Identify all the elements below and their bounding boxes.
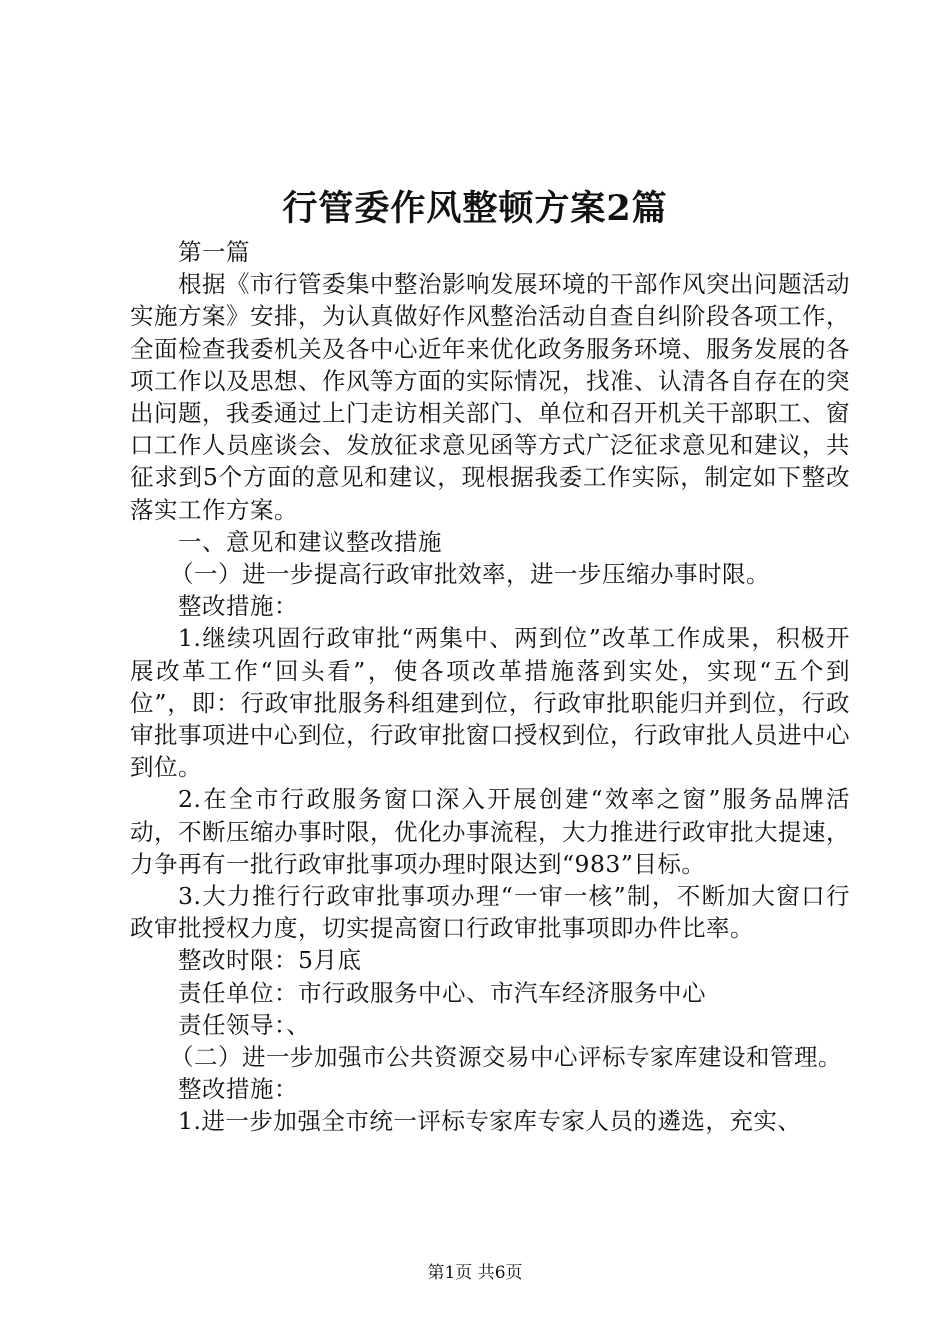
- paragraph: 整改时限：5月底: [178, 946, 362, 975]
- paragraph: 第一篇: [178, 238, 250, 266]
- paragraph: 整改措施：: [178, 592, 298, 621]
- paragraph: 2.在全市行政服务窗口深入开展创建“效率之窗”服务品牌活动，不断压缩办事时限，优化办事流程，大力推进行政审批大提速，力争再有一批行政审批事项办理时限达到“983”目标。: [130, 785, 850, 878]
- subsection-heading: （一）进一步提高行政审批效率，进一步压缩办事时限。: [170, 560, 770, 589]
- subsection-heading: （二）进一步加强市公共资源交易中心评标专家库建设和管理。: [170, 1043, 842, 1072]
- paragraph: 整改措施：: [178, 1075, 298, 1104]
- paragraph: 责任领导：、: [178, 1010, 311, 1039]
- paragraph: 3.大力推行行政审批事项办理“一审一核”制，不断加大窗口行政审批授权力度，切实提高窗口行政审批事项即办件比率。: [130, 882, 850, 943]
- paragraph: 1.进一步加强全市统一评标专家库专家人员的遴选，充实、: [178, 1107, 802, 1136]
- page-footer: 第1页 共6页: [427, 1263, 523, 1283]
- paragraph: 1.继续巩固行政审批“两集中、两到位”改革工作成果，积极开展改革工作“回头看”，使各项改革措施落到实处，实现“五个到位”，即：行政审批服务科组建到位，行政审批职能归并到位，行政审批事项进中心到位，行政审批窗口授权到位，行政审批人员进中心到位。: [130, 624, 850, 782]
- document-title: 行管委作风整顿方案2篇: [282, 188, 668, 229]
- section-heading: 一、意见和建议整改措施: [178, 527, 442, 556]
- paragraph: 根据《市行管委集中整治影响发展环境的干部作风突出问题活动实施方案》安排，为认真做好作风整治活动自查自纠阶段各项工作，全面检查我委机关及各中心近年来优化政务服务环境、服务发展的各项工作以及思想、作风等方面的实际情况，找准、认清各自存在的突出问题，我委通过上门走访相关部门、单位和召开机关干部职工、窗口工作人员座谈会、发放征求意见函等方式广泛征求意见和建议，共征求到5个方面的意见和建议，现根据我委工作实际，制定如下整改落实工作方案。: [130, 270, 850, 524]
- paragraph: 责任单位：市行政服务中心、市汽车经济服务中心: [178, 978, 706, 1007]
- document-body: [130, 236, 850, 1138]
